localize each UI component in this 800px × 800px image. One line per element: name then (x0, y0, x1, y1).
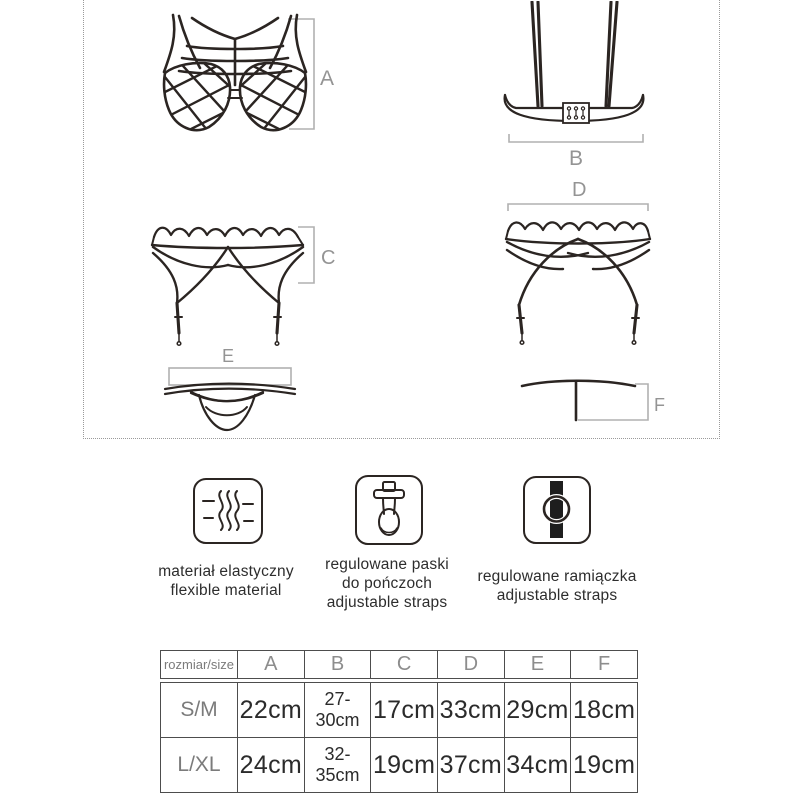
panties-back-drawing (509, 359, 669, 431)
diagram-panel (83, 0, 720, 439)
value-cell: 19cm (371, 738, 438, 793)
value-cell: 17cm (371, 683, 438, 738)
size-label: L/XL (161, 738, 238, 793)
column-header: A (238, 651, 305, 679)
elastic-material-icon (193, 478, 263, 544)
adjustable-strap-icon (523, 476, 591, 544)
value-cell: 27-30cm (304, 683, 371, 738)
value-cell: 18cm (571, 683, 638, 738)
measure-bracket-d (508, 204, 648, 211)
garter-straps-caption (307, 555, 467, 612)
measure-label-c: C (321, 247, 336, 269)
value-cell: 29cm (504, 683, 571, 738)
value-cell: 37cm (437, 738, 504, 793)
column-header: B (304, 651, 371, 679)
caption-line: regulowane ramiączka (477, 568, 637, 585)
table-header-row (161, 651, 638, 679)
value-cell: 32-35cm (304, 738, 371, 793)
table-row-sm (161, 683, 638, 738)
value-cell: 24cm (238, 738, 305, 793)
column-header: E (504, 651, 571, 679)
measure-label-b: B (569, 147, 584, 169)
size-label: S/M (161, 683, 238, 738)
measure-label-e: E (222, 346, 235, 366)
panties-front-drawing (161, 346, 306, 438)
elastic-material-caption (136, 562, 316, 600)
measure-label-d: D (572, 179, 587, 201)
garter-back-drawing (496, 175, 666, 347)
garter-front-drawing (146, 213, 346, 348)
column-header: D (437, 651, 504, 679)
value-cell: 33cm (437, 683, 504, 738)
measure-bracket-f (578, 384, 648, 420)
column-header: C (371, 651, 438, 679)
size-table-header (160, 650, 638, 679)
value-cell: 22cm (238, 683, 305, 738)
size-table-corner-label: rozmiar/size (161, 651, 238, 679)
caption-line: flexible material (170, 582, 282, 599)
caption-line: adjustable straps (496, 587, 618, 604)
bra-back-drawing (496, 1, 666, 169)
garter-clip-icon (355, 475, 423, 545)
shoulder-straps-caption (457, 567, 657, 605)
measure-bracket-b (509, 134, 643, 142)
size-table-body (160, 682, 638, 793)
bra-front-drawing (151, 1, 341, 141)
measure-bracket-e (169, 368, 291, 385)
value-cell: 34cm (504, 738, 571, 793)
caption-line: regulowane paski (325, 556, 449, 573)
caption-line: materiał elastyczny (158, 563, 294, 580)
value-cell: 19cm (571, 738, 638, 793)
measure-label-f: F (654, 395, 665, 415)
column-header: F (571, 651, 638, 679)
table-row-lxl (161, 738, 638, 793)
caption-line: do pończoch (341, 575, 433, 592)
caption-line: adjustable straps (326, 594, 448, 611)
measure-label-a: A (320, 67, 335, 90)
